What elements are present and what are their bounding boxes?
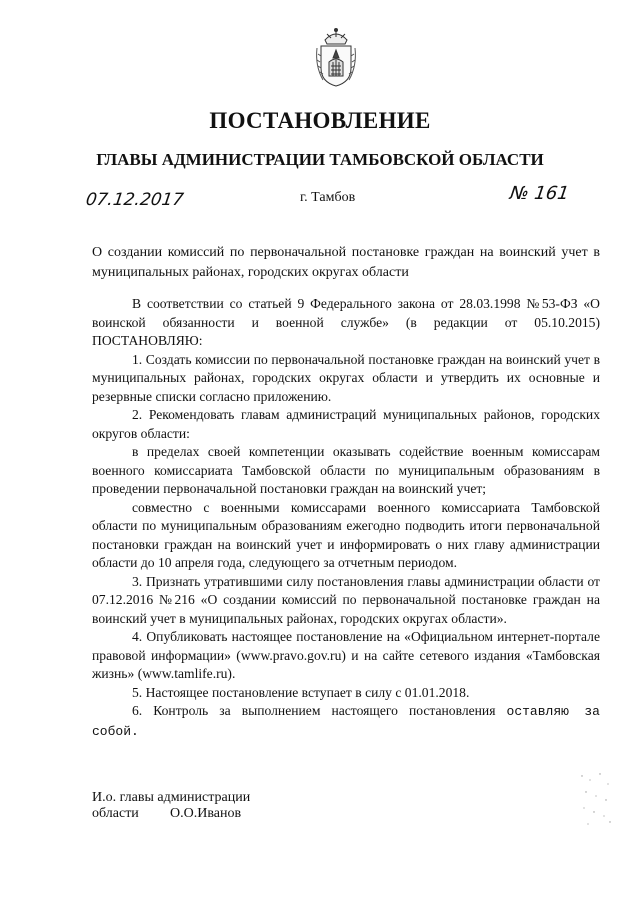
document-type-title: ПОСТАНОВЛЕНИЕ — [209, 108, 431, 133]
signatory-position-line2: области — [92, 806, 139, 821]
paragraph-2a: в пределах своей компетенции оказывать содействие военным комиссарам военного комиссариата Тамбовской области по муниципальным образованиям в проведении первоначальной постановки граждан на воинский учет; — [92, 444, 600, 496]
document-body — [92, 295, 600, 741]
preamble: В соответствии со статьей 9 Федерального закона от 28.03.1998 №53-ФЗ «О воинской обязанности и военной службе» (в редакции от 05.10.2015) ПОСТАНОВЛЯЮ: — [92, 296, 600, 348]
paragraph-4: 4. Опубликовать настоящее постановление на «Официальном интернет-портале правовой информации» (www.pravo.gov.ru) и на сайте сетевого издания «Тамбовская жизнь» (www.tamlife.ru). — [92, 629, 600, 681]
tambov-coat-of-arms-icon — [313, 26, 359, 88]
signatory-name: О.О.Иванов — [170, 806, 242, 821]
handwritten-date: 07.12.2017 — [84, 190, 185, 210]
paragraph-6-start: 6. Контроль за выполнением настоящего постановления — [132, 703, 496, 718]
city: г. Тамбов — [300, 190, 356, 205]
document-heading: О создании комиссий по первоначальной постановке граждан на воинский учет в муниципальных районах, городских округах области — [92, 245, 600, 280]
paragraph-2: 2. Рекомендовать главам администраций муниципальных районов, городских округов области: — [92, 407, 600, 441]
paragraph-6-end: оставляю за собой. — [92, 704, 600, 739]
scan-noise-decoration — [578, 770, 614, 830]
paragraph-6 — [92, 702, 600, 741]
paragraph-1: 1. Создать комиссии по первоначальной постановке граждан на воинский учет в муниципальных районах, городских округах области и утвердить их основные и резервные списки согласно приложению. — [92, 351, 600, 404]
paragraph-3: 3. Признать утратившими силу постановления главы администрации области от 07.12.2016 №216 «О создании комиссий по первоначальной постановке граждан на воинский учет в муниципальных районах, городских округах области». — [92, 573, 600, 626]
paragraph-2b: совместно с военными комиссарами военного комиссариата Тамбовской области по муниципальным образованиям ежегодно подводить итоги первоначальной постановки граждан на воинский учет и информировать о них главу администрации области до 10 апреля года, следующего за отчетным периодом. — [92, 499, 600, 570]
paragraph-5: 5. Настоящее постановление вступает в силу с 01.01.2018. — [132, 684, 470, 700]
signatory-position-line1: И.о. главы администрации — [92, 790, 251, 805]
handwritten-number: № 161 — [508, 183, 571, 204]
issuer-subtitle: ГЛАВЫ АДМИНИСТРАЦИИ ТАМБОВСКОЙ ОБЛАСТИ — [96, 150, 544, 169]
